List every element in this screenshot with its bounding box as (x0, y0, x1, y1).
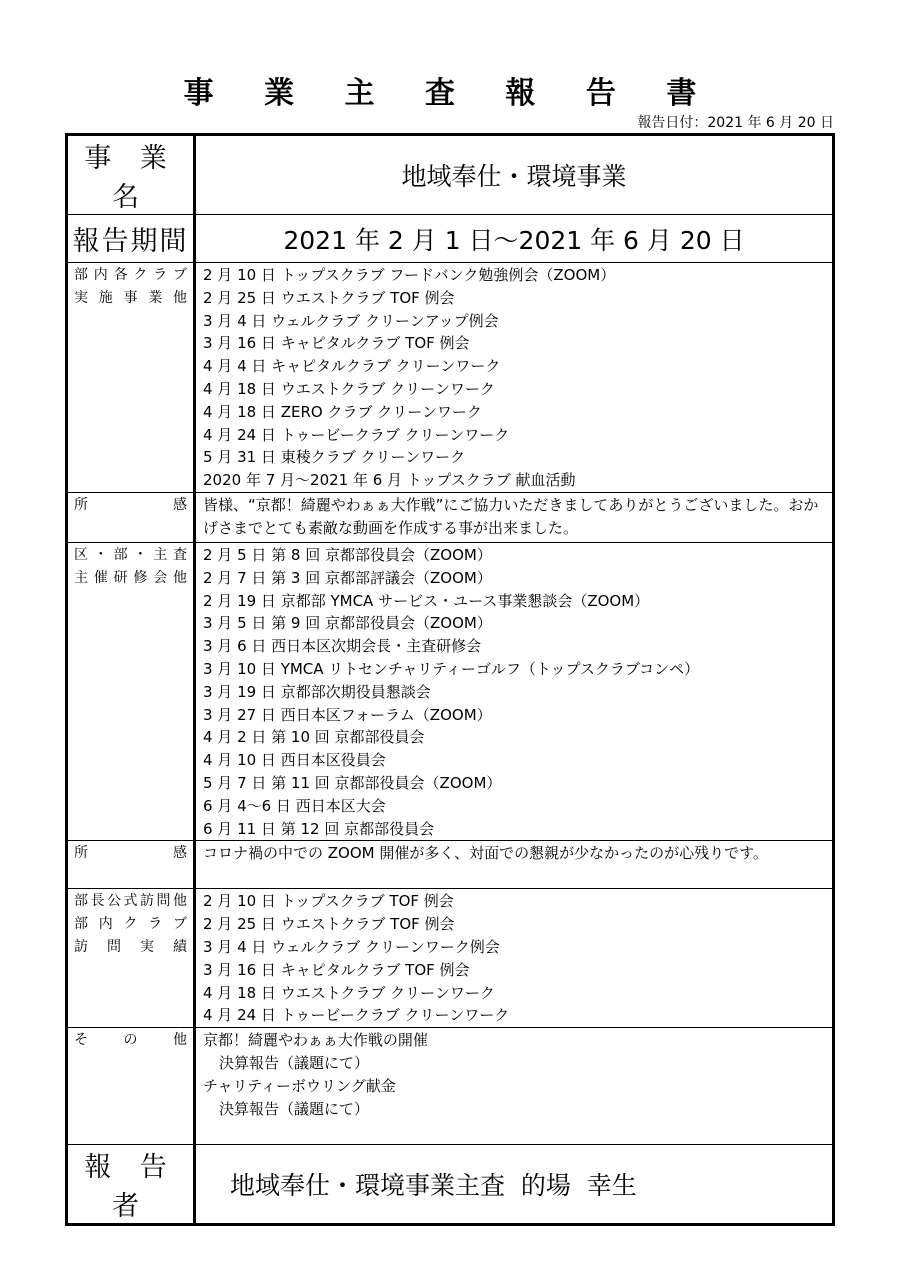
clubs-label-line: 実施事業他 (74, 289, 187, 306)
list-item: 4 月 4 日 キャピタルクラブ クリーンワーク (203, 357, 501, 376)
list-item: 3 月 6 日 西日本区次期会長・主査研修会 (203, 637, 482, 656)
list-item: 4 月 18 日 ウエストクラブ クリーンワーク (203, 379, 495, 398)
list-item: 4 月 18 日 ウエストクラブ クリーンワーク (203, 983, 495, 1002)
impression1-label: 所 感 (67, 492, 195, 542)
list-item: 4 月 2 日 第 10 回 京都部役員会 (203, 728, 425, 747)
list-item: 6 月 11 日 第 12 回 京都部役員会 (203, 819, 435, 838)
impression1-row (67, 492, 834, 542)
visits-row (67, 889, 834, 1028)
seminars-label-line: 主催研修会他 (74, 569, 187, 586)
document-title: 事 業 主 査 報 告 書 (183, 76, 717, 111)
list-item: 2 月 10 日 トップスクラブ フードバンク勉強例会（ZOOM） (203, 266, 616, 284)
visits-label-line: 訪問実績 (74, 938, 187, 955)
seminars-items (195, 542, 834, 840)
other-label: そ の 他 (67, 1028, 195, 1145)
report-table (65, 133, 835, 1226)
list-item: 3 月 19 日 京都部次期役員懇談会 (203, 682, 431, 701)
list-item: 決算報告（議題にて） (219, 1054, 370, 1073)
visits-items (195, 889, 834, 1028)
list-item: 3 月 4 日 ウェルクラブ クリーンワーク例会 (203, 937, 500, 956)
clubs-label (67, 263, 195, 493)
clubs-label-line: 部内各クラブ (74, 267, 187, 283)
other-items (195, 1028, 834, 1145)
reporter-value: 地域奉仕・環境事業主査 的場 幸生 (195, 1145, 834, 1225)
seminars-row (67, 542, 834, 840)
list-item: 4 月 10 日 西日本区役員会 (203, 751, 386, 770)
reporter-row (67, 1145, 834, 1225)
list-item: 3 月 16 日 キャピタルクラブ TOF 例会 (203, 334, 470, 353)
list-item: 京都！綺麗やわぁぁ大作戦の開催 (203, 1031, 428, 1050)
list-item: 2 月 25 日 ウエストクラブ TOF 例会 (203, 288, 455, 307)
list-item: 2 月 25 日 ウエストクラブ TOF 例会 (203, 915, 455, 934)
list-item: 4 月 24 日 トゥービークラブ クリーンワーク (203, 1006, 510, 1025)
business-row (67, 135, 834, 215)
visits-label-line: 部内クラブ (74, 916, 187, 933)
impression2-row (67, 841, 834, 889)
period-label: 報告期間 (67, 215, 195, 263)
clubs-row (67, 263, 834, 493)
list-item: 3 月 16 日 キャピタルクラブ TOF 例会 (203, 960, 470, 979)
list-item: 2 月 10 日 トップスクラブ TOF 例会 (203, 892, 454, 911)
list-item: 決算報告（議題にて） (219, 1099, 370, 1118)
seminars-label-line: 区・部・主査 (74, 546, 187, 563)
report-date: 報告日付：2021 年 6 月 20 日 (637, 115, 834, 131)
list-item: 3 月 5 日 第 9 回 京都部役員会（ZOOM） (203, 614, 492, 633)
clubs-items (195, 263, 834, 493)
list-item: 5 月 31 日 東稜クラブ クリーンワーク (203, 448, 466, 467)
other-row (67, 1028, 834, 1145)
list-item: 5 月 7 日 第 11 回 京都部役員会（ZOOM） (203, 773, 502, 792)
impression2-text: コロナ禍の中での ZOOM 開催が多く、対面での懇親が少なかったのが心残りです。 (203, 844, 768, 863)
visits-label (67, 889, 195, 1028)
list-item: 2 月 5 日 第 8 回 京都部役員会（ZOOM） (203, 545, 492, 564)
business-label: 事 業 名 (67, 135, 195, 215)
list-item: 2020 年 7 月～2021 年 6 月 トップスクラブ 献血活動 (203, 471, 576, 490)
list-item: 2 月 7 日 第 3 回 京都部評議会（ZOOM） (203, 568, 492, 587)
list-item: 3 月 27 日 西日本区フォーラム（ZOOM） (203, 705, 492, 724)
business-value: 地域奉仕・環境事業 (195, 135, 834, 215)
list-item: 4 月 18 日 ZERO クラブ クリーンワーク (203, 402, 482, 421)
list-item: 4 月 24 日 トゥービークラブ クリーンワーク (203, 425, 510, 444)
visits-label-line: 部長公式訪問他 (74, 893, 187, 910)
list-item: 6 月 4～6 日 西日本区大会 (203, 796, 386, 815)
impression1-text: 皆様、“京都！綺麗やわぁぁ大作戦”にご協力いただきましてありがとうございました。おかげさまでとても素敵な動画を作成する事が出来ました。 (203, 495, 819, 537)
list-item: 3 月 10 日 YMCA リトセンチャリティーゴルフ（トップスクラブコンペ） (203, 659, 700, 678)
period-row (67, 215, 834, 263)
seminars-label (67, 542, 195, 840)
list-item: チャリティーボウリング献金 (203, 1076, 396, 1095)
reporter-label: 報 告 者 (67, 1145, 195, 1225)
period-value: 2021 年 2 月 1 日～2021 年 6 月 20 日 (195, 215, 834, 263)
list-item: 3 月 4 日 ウェルクラブ クリーンアップ例会 (203, 311, 499, 330)
impression2-label: 所 感 (67, 841, 195, 889)
list-item: 2 月 19 日 京都部 YMCA サービス・ユース事業懇談会（ZOOM） (203, 591, 650, 610)
